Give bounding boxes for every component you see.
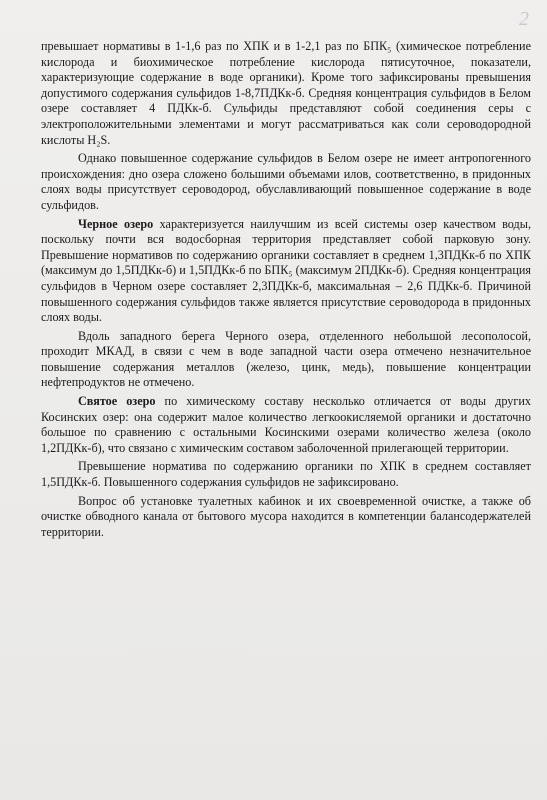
holy-lake-heading: Святое озеро	[78, 394, 156, 409]
paragraph-mkad: Вдоль западного берега Черного озера, отделенного небольшой лесополосой, проходит МКАД, в связи с чем в воде западной части озера отмечено незначительное повышение содержания металлов (железо, цинк, медь), повышение концентрации нефтепродуктов не отмечено.	[41, 328, 531, 390]
black-lake-heading: Черное озеро	[78, 216, 154, 231]
paragraph-toilets-canal: Вопрос об установке туалетных кабинок и их своевременной очистке, а также об очистке обводного канала от бытового мусора находится в компетенции балансодержателей территории.	[41, 493, 531, 539]
paragraph-white-lake-continued: превышает нормативы в 1-1,6 раз по ХПК и в 1-2,1 раз по БПК₅ (химическое потребление кислорода и биохимическое потребление кислорода пятисуточное, показатели, характеризующие содержание в воде органики). Кроме того зафиксированы превышения допустимого содержания сульфидов 1-8,7ПДКк-б. Средняя концентрация сульфидов в Белом озере составляет 4 ПДКк-б. Сульфиды представляют собой соединения серы с электроположительными элементами и могут рассматриваться как соли сероводородной кислоты H₂S.	[41, 39, 531, 147]
black-lake-text: характеризуется наилучшим из всей системы озер качеством воды, поскольку почти вся водосборная территория представляет собой парковую зону. Превышение нормативов по содержанию органики составляет в среднем 1,3ПДКк-б по ХПК (максимум до 1,5ПДКк-б) и 1,5ПДКк-б по БПК₅ (максимум 2ПДКк-б). Средняя концентрация сульфидов в Черном озере составляет 2,3ПДКк-б, максимальная – 2,6 ПДКк-б. Причиной повышенного содержания сульфидов также является присутствие сероводорода в придонных слоях воды.	[41, 216, 531, 325]
paragraph-holy-lake	[41, 394, 531, 456]
paragraph-holy-lake-organics: Превышение норматива по содержанию органики по ХПК в среднем составляет 1,5ПДКк-б. Повышенного содержания сульфидов не зафиксировано.	[41, 459, 531, 490]
document-body	[41, 39, 531, 543]
paragraph-white-lake-origin: Однако повышенное содержание сульфидов в Белом озере не имеет антропогенного происхождения: дно озера сложено большими объемами илов, соответственно, в придонных слоях воды присутствует сероводород, обуславливающий повышенное содержание в воде сульфидов.	[41, 151, 531, 212]
page-number: 2	[519, 8, 529, 30]
paragraph-black-lake	[41, 217, 531, 326]
holy-lake-text: по химическому составу несколько отличается от воды других Косинских озер: она содержит малое количество легкоокисляемой органики и достаточно большое по сравнению с остальными Косинскими озерами количество железа (около 1,2ПДКк-б), что связано с химическим составом заболоченной прилегающей территории.	[41, 394, 531, 455]
